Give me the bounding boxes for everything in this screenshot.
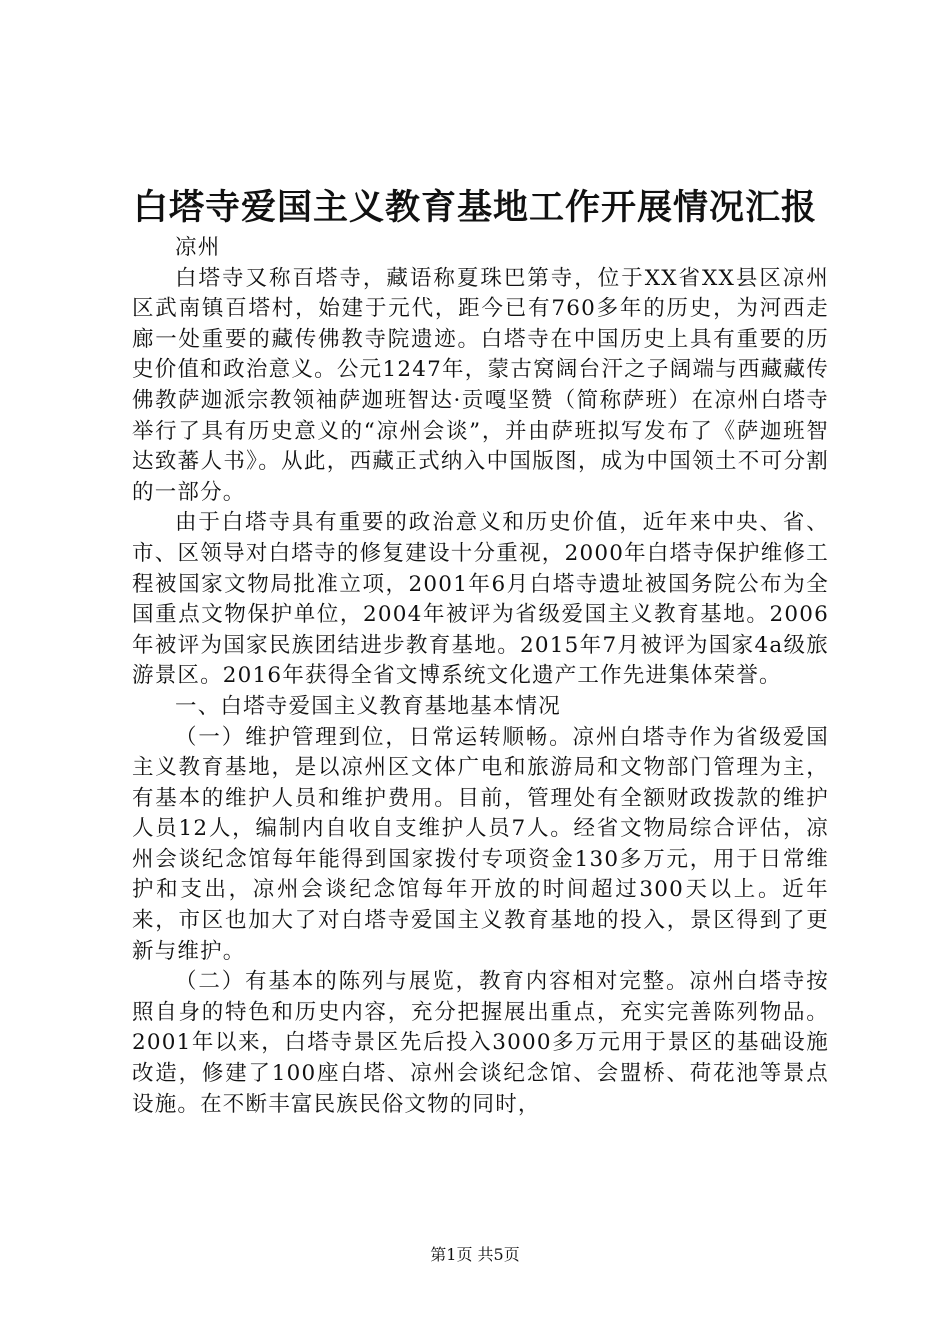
author-line: 凉州 bbox=[175, 235, 221, 260]
paragraph-recognition: 由于白塔寺具有重要的政治意义和历史价值，近年来中央、省、市、区领导对白塔寺的修复建设十分重视，2000年白塔寺保护维修工程被国家文物局批准立项，2001年6月白塔寺遗址被国务院公布为全国重点文物保护单位，2004年被评为省级爱国主义教育基地。2006年被评为国家民族团结进步教育基地。2015年7月被评为国家4a级旅游景区。2016年获得全省文博系统文化遗产工作先进集体荣誉。 bbox=[132, 510, 829, 689]
paragraph-intro: 白塔寺又称百塔寺，藏语称夏珠巴第寺，位于XX省XX县区凉州区武南镇百塔村，始建于元代，距今已有760多年的历史，为河西走廊一处重要的藏传佛教寺院遗迹。白塔寺在中国历史上具有重要的历史价值和政治意义。公元1247年，蒙古窝阔台汗之子阔端与西藏藏传佛教萨迦派宗教领袖萨迦班智达·贡嘎坚赞（简称萨班）在凉州白塔寺举行了具有历史意义的“凉州会谈”，并由萨班拟写发布了《萨迦班智达致蕃人书》。从此，西藏正式纳入中国版图，成为中国领土不可分割的一部分。 bbox=[132, 265, 829, 505]
document-title: 白塔寺爱国主义教育基地工作开展情况汇报 bbox=[132, 187, 817, 228]
paragraph-exhibition: （二）有基本的陈列与展览，教育内容相对完整。凉州白塔寺按照自身的特色和历史内容，充分把握展出重点，充实完善陈列物品。2001年以来，白塔寺景区先后投入3000多万元用于景区的基础设施改造，修建了100座白塔、凉州会谈纪念馆、会盟桥、荷花池等景点设施。在不断丰富民族民俗文物的同时， bbox=[132, 969, 829, 1117]
document-body bbox=[132, 233, 829, 1120]
section-heading-1: 一、白塔寺爱国主义教育基地基本情况 bbox=[175, 693, 561, 719]
page-footer: 第1页 共5页 bbox=[430, 1245, 520, 1264]
paragraph-management: （一）维护管理到位，日常运转顺畅。凉州白塔寺作为省级爱国主义教育基地，是以凉州区文体广电和旅游局和文物部门管理为主，有基本的维护人员和维护费用。目前，管理处有全额财政拨款的维护人员12人，编制内自收自支维护人员7人。经省文物局综合评估，凉州会谈纪念馆每年能得到国家拨付专项资金130多万元，用于日常维护和支出，凉州会谈纪念馆每年开放的时间超过300天以上。近年来，市区也加大了对白塔寺爱国主义教育基地的投入，景区得到了更新与维护。 bbox=[132, 724, 829, 964]
